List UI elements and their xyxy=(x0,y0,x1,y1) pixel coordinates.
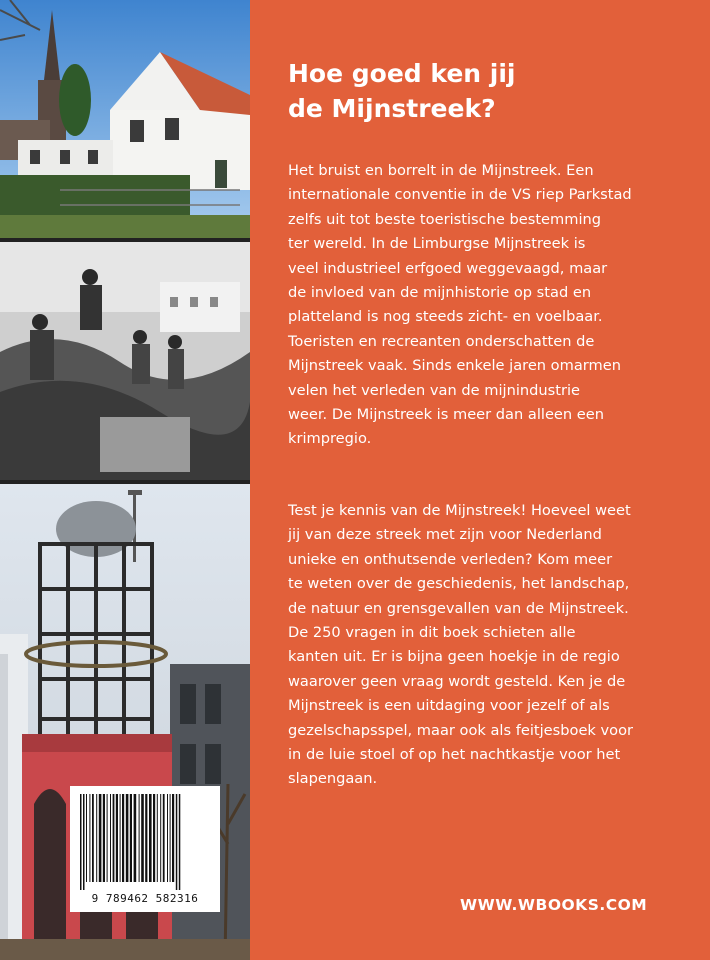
barcode-bar xyxy=(92,794,94,882)
barcode-bar xyxy=(99,794,102,882)
barcode-bar xyxy=(122,794,124,882)
text-line: te weten over de geschiedenis, het landschap, xyxy=(288,575,630,593)
barcode-bars xyxy=(78,794,212,890)
isbn-number: 9 789462 582316 xyxy=(91,892,199,905)
barcode-bar xyxy=(86,794,87,882)
photo-column xyxy=(0,0,250,960)
text-line: slapengaan. xyxy=(288,770,378,788)
barcode-bar xyxy=(172,794,174,882)
barcode-bar xyxy=(89,794,90,882)
barcode-bar xyxy=(139,794,140,882)
text-line: zelfs uit tot beste toeristische bestemming xyxy=(288,210,602,228)
barcode-bar xyxy=(170,794,171,882)
text-line: in de luie stoel of op het nachtkastje voor het xyxy=(288,746,621,764)
barcode-bar xyxy=(153,794,155,882)
barcode-bar xyxy=(157,794,158,882)
text-line: De 250 vragen in dit boek schieten alle xyxy=(288,624,576,642)
barcode-bar xyxy=(96,794,97,882)
title-line-2: de Mijnstreek? xyxy=(288,94,496,123)
barcode-bar xyxy=(160,794,161,882)
text-line: veel industrieel erfgoed weggevaagd, maar xyxy=(288,259,608,277)
barcode-bar xyxy=(163,794,165,882)
text-line: weer. De Mijnstreek is meer dan alleen een xyxy=(288,406,604,424)
barcode-bar xyxy=(130,794,132,882)
barcode-bar xyxy=(110,794,111,882)
text-line: jij van deze streek met zijn voor Nederland xyxy=(288,526,602,544)
text-line: ter wereld. In de Limburgse Mijnstreek is xyxy=(288,235,586,253)
text-line: velen het verleden van de mijnindustrie xyxy=(288,381,581,399)
text-line: waarover geen vraag wordt gesteld. Ken je de xyxy=(288,672,626,690)
back-cover-text-panel xyxy=(250,0,710,960)
text-line: Toeristen en recreanten onderschatten de xyxy=(288,332,595,350)
barcode-bar xyxy=(149,794,152,882)
publisher-website: WWW.WBOOKS.COM xyxy=(460,896,648,914)
text-line: de natuur en grensgevallen van de Mijnstreek. xyxy=(288,599,629,617)
text-line: de invloed van de mijnhistorie op stad en xyxy=(288,284,592,302)
barcode-bar xyxy=(80,794,82,890)
barcode-bar xyxy=(116,794,118,882)
text-line: krimpregio. xyxy=(288,430,372,448)
barcode-bar xyxy=(167,794,168,882)
white-house-church-photo xyxy=(0,0,250,238)
blurb-paragraph-1 xyxy=(288,159,698,452)
text-line: gezelschapsspel, maar ook als feitjesboek voor xyxy=(288,721,634,739)
text-line: Test je kennis van de Mijnstreek! Hoeveel weet xyxy=(288,502,631,519)
barcode-bar xyxy=(113,794,115,882)
text-line: Mijnstreek is een uitdaging voor jezelf of als xyxy=(288,697,610,715)
isbn-barcode xyxy=(70,786,220,912)
barcode-bar xyxy=(103,794,105,882)
barcode-bar xyxy=(107,794,108,882)
mine-workers-historic-photo xyxy=(0,242,250,480)
barcode-bar xyxy=(134,794,137,882)
text-line: kanten uit. Er is bijna geen hoekje in de regio xyxy=(288,648,620,666)
barcode-bar xyxy=(145,794,147,882)
barcode-bar xyxy=(83,794,85,890)
barcode-bar xyxy=(120,794,121,882)
blurb-paragraph-2 xyxy=(288,499,698,792)
text-line: internationale conventie in de VS riep Parkstad xyxy=(288,186,632,204)
text-line: Het bruist en borrelt in de Mijnstreek. Een xyxy=(288,162,594,179)
text-line: Mijnstreek vaak. Sinds enkele jaren omarmen xyxy=(288,357,621,375)
title-line-1: Hoe goed ken jij xyxy=(288,59,516,88)
barcode-bar xyxy=(141,794,144,882)
text-line: unieke en onthutsende verleden? Kom meer xyxy=(288,550,613,568)
barcode-bar xyxy=(176,794,178,890)
barcode-bar xyxy=(179,794,181,890)
back-cover-title xyxy=(288,56,688,126)
text-line: platteland is nog steeds zicht- en voelbaar. xyxy=(288,308,603,326)
barcode-bar xyxy=(126,794,129,882)
